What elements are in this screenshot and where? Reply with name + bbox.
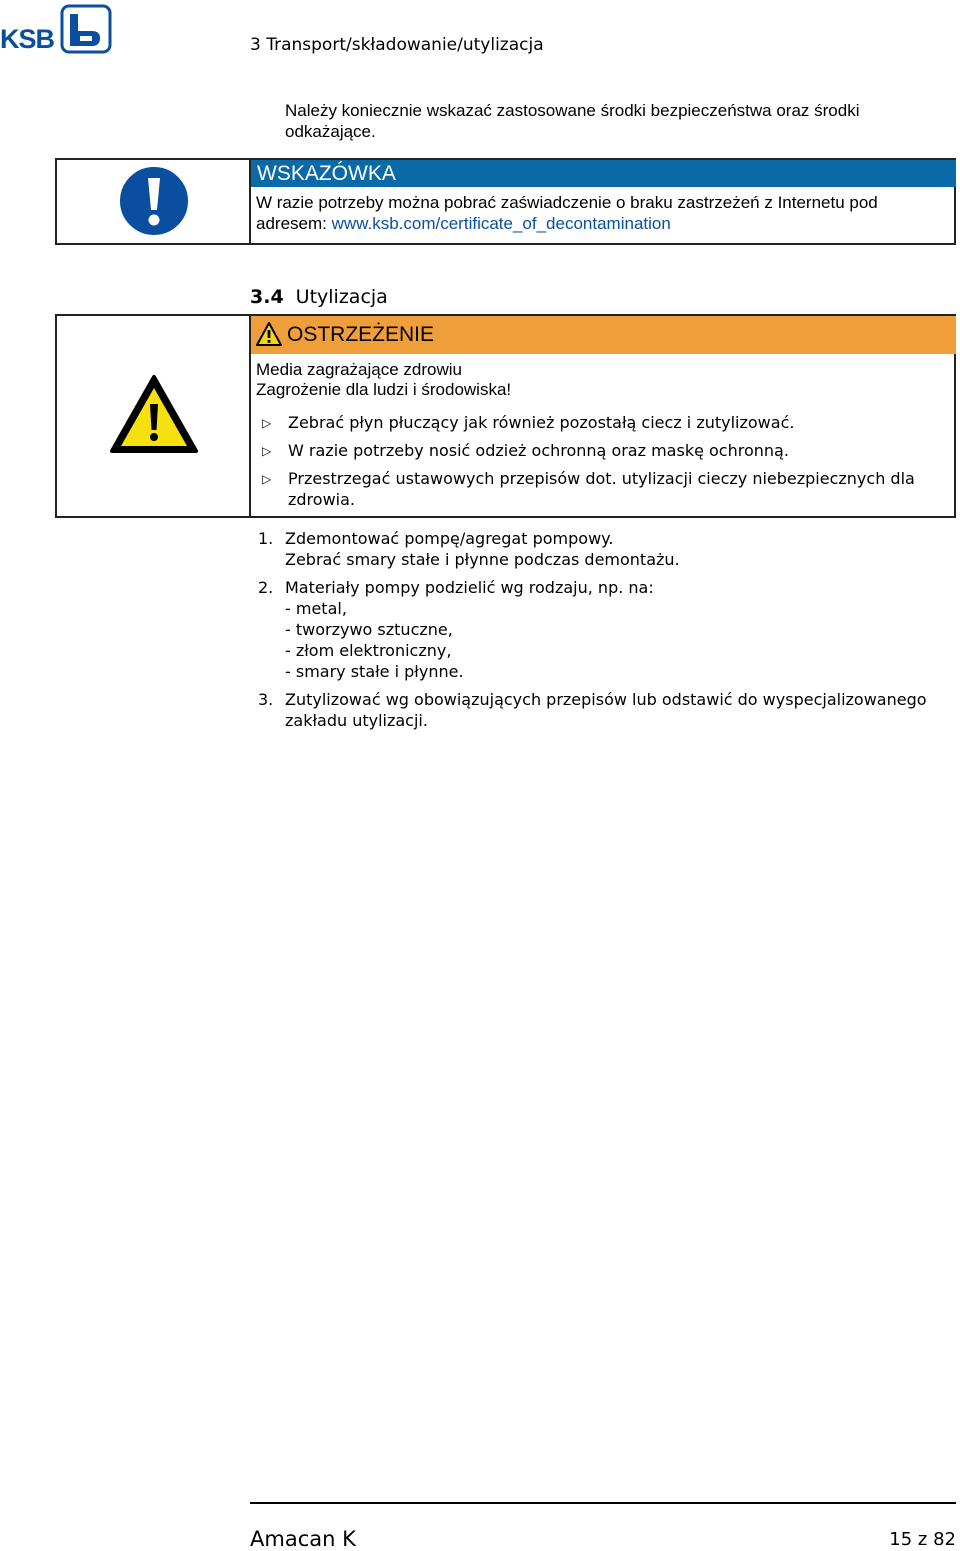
warning-description: Zagrożenie dla ludzi i środowiska! — [256, 380, 512, 399]
section-heading — [250, 286, 388, 308]
bullet-triangle-icon: ▷ — [262, 416, 272, 430]
step-line: - tworzywo sztuczne, — [285, 620, 453, 639]
warning-small-icon — [256, 322, 282, 346]
bullet-text: Zebrać płyn płuczący jak również pozostałą ciecz i zutylizować. — [288, 413, 795, 432]
step-line: - metal, — [285, 599, 347, 618]
footer-product: Amacan K — [250, 1527, 356, 1551]
step-item — [258, 577, 958, 682]
step-line: Zebrać smary stałe i płynne podczas demontażu. — [285, 550, 680, 569]
step-line: - złom elektroniczny, — [285, 641, 452, 660]
bullet-triangle-icon: ▷ — [262, 444, 272, 458]
intro-paragraph: Należy koniecznie wskazać zastosowane środki bezpieczeństwa oraz środki odkażające. — [285, 101, 860, 141]
step-number: 2. — [258, 578, 274, 597]
page-number: 15 z 82 — [889, 1529, 956, 1550]
step-number: 1. — [258, 529, 274, 548]
notice-title: WSKAZÓWKA — [251, 160, 956, 187]
list-item — [262, 440, 952, 461]
ksb-logo-text: KSB — [0, 24, 55, 54]
list-item — [262, 468, 952, 510]
step-item — [258, 528, 958, 570]
warning-title: OSTRZEŻENIE — [251, 316, 956, 354]
decontamination-link[interactable]: www.ksb.com/certificate_of_decontamination — [331, 214, 671, 233]
section-title: Utylizacja — [295, 286, 388, 308]
exclamation-circle-icon — [117, 164, 191, 238]
chapter-title: 3 Transport/składowanie/utylizacja — [250, 35, 544, 55]
bullet-text: W razie potrzeby nosić odzież ochronną oraz maskę ochronną. — [288, 441, 789, 460]
list-item — [262, 412, 952, 433]
warning-triangle-icon — [109, 374, 199, 454]
bullet-triangle-icon: ▷ — [262, 472, 272, 486]
step-line: Materiały pompy podzielić wg rodzaju, np. na: — [285, 578, 654, 597]
step-line: - smary stałe i płynne. — [285, 662, 464, 681]
section-number: 3.4 — [250, 286, 284, 308]
warning-subtitle: Media zagrażające zdrowiu — [256, 360, 462, 379]
step-number: 3. — [258, 690, 274, 709]
step-line: Zutylizować wg obowiązujących przepisów lub odstawić do wyspecjalizowanego zakładu utylizacji. — [285, 690, 927, 730]
step-line: Zdemontować pompę/agregat pompowy. — [285, 529, 614, 548]
step-item — [258, 689, 958, 731]
steps-list — [258, 528, 958, 738]
bullet-text: Przestrzegać ustawowych przepisów dot. utylizacji cieczy niebezpiecznych dla zdrowia. — [288, 469, 915, 509]
notice-text — [256, 192, 946, 234]
footer-divider — [250, 1502, 956, 1504]
notice-text-body: W razie potrzeby można pobrać zaświadczenie o braku zastrzeżeń z Internetu pod adresem: — [256, 193, 878, 233]
warning-bullet-list — [262, 412, 952, 517]
